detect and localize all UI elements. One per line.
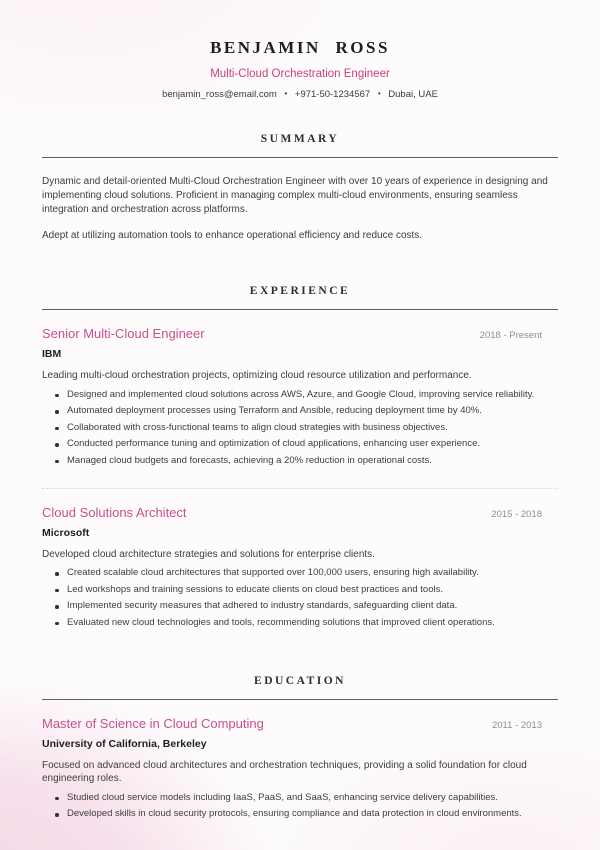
job-company: Microsoft: [42, 526, 90, 539]
job-description: Developed cloud architecture strategies and solutions for enterprise clients.: [42, 548, 375, 560]
degree-dates: 2011 - 2013: [491, 719, 542, 731]
experience-entry-ibm: [42, 326, 558, 467]
job-dates: 2015 - 2018: [491, 508, 542, 520]
degree-institution: University of California, Berkeley: [42, 737, 207, 750]
bullet-item: Created scalable cloud architectures that supported over 100,000 users, ensuring high availability.: [55, 567, 558, 579]
summary-paragraph: Adept at utilizing automation tools to enhance operational efficiency and reduce costs.: [42, 230, 423, 241]
bullet-item: Developed skills in cloud security protocols, ensuring compliance and data protection in cloud environments.: [55, 808, 558, 820]
education-heading: EDUCATION: [254, 674, 346, 687]
resume-header: [42, 38, 558, 100]
contact-separator: •: [377, 89, 381, 98]
entry-head: [42, 716, 558, 731]
section-rule: [42, 157, 558, 158]
summary-paragraph: Dynamic and detail-oriented Multi-Cloud Orchestration Engineer with over 10 years of experience in designing and implementing cloud solutions. Proficient in managing complex multi-cloud environments, ensuring seamless integration and orchestration across platforms.: [42, 176, 548, 215]
experience-entry-microsoft: [42, 505, 558, 629]
degree-bullet-list: [42, 792, 558, 821]
entry-head: [42, 505, 558, 520]
degree-title: Master of Science in Cloud Computing: [42, 715, 264, 731]
bullet-item: Studied cloud service models including IaaS, PaaS, and SaaS, enhancing service delivery capabilities.: [55, 792, 558, 804]
section-rule: [42, 699, 558, 700]
experience-heading: EXPERIENCE: [249, 285, 351, 297]
job-bullet-list: [42, 567, 558, 629]
job-title: Cloud Solutions Architect: [42, 504, 187, 520]
section-experience: [42, 285, 558, 629]
degree-description: Focused on advanced cloud architectures and orchestration techniques, providing a solid foundation for cloud engineering roles.: [42, 759, 527, 784]
bullet-item: Conducted performance tuning and optimization of cloud applications, enhancing user experience.: [55, 438, 558, 450]
section-education: [42, 675, 558, 821]
education-entry-berkeley: [42, 716, 558, 821]
bullet-item: Evaluated new cloud technologies and tools, recommending solutions that improved client operations.: [55, 617, 558, 629]
contact-email: benjamin_ross@email.com: [162, 89, 277, 100]
contact-phone: +971-50-1234567: [294, 89, 371, 100]
candidate-title: Multi-Cloud Orchestration Engineer: [210, 68, 390, 80]
contact-line: [42, 89, 558, 100]
bullet-item: Automated deployment processes using Terraform and Ansible, reducing deployment time by 40%.: [55, 405, 558, 417]
job-company: IBM: [42, 348, 62, 360]
summary-text: [42, 175, 558, 243]
contact-location: Dubai, UAE: [388, 89, 438, 100]
candidate-name: BENJAMIN ROSS: [210, 38, 390, 57]
bullet-item: Managed cloud budgets and forecasts, achieving a 20% reduction in operational costs.: [55, 455, 558, 467]
section-summary: [42, 133, 558, 243]
contact-separator: •: [284, 89, 288, 98]
job-title: Senior Multi-Cloud Engineer: [42, 326, 205, 341]
bullet-item: Collaborated with cross-functional teams to align cloud strategies with business objectives.: [55, 422, 558, 434]
summary-heading: SUMMARY: [260, 133, 340, 145]
job-description: Leading multi-cloud orchestration projects, optimizing cloud resource utilization and performance.: [42, 370, 472, 381]
bullet-item: Designed and implemented cloud solutions across AWS, Azure, and Google Cloud, improving service reliability.: [55, 389, 558, 401]
bullet-item: Implemented security measures that adhered to industry standards, safeguarding client data.: [55, 600, 558, 612]
entry-head: [42, 326, 558, 341]
section-rule: [42, 309, 558, 310]
job-bullet-list: [42, 389, 558, 467]
entry-divider: [42, 488, 558, 489]
job-dates: 2018 - Present: [479, 330, 542, 341]
bullet-item: Led workshops and training sessions to educate clients on cloud best practices and tools.: [55, 584, 558, 596]
